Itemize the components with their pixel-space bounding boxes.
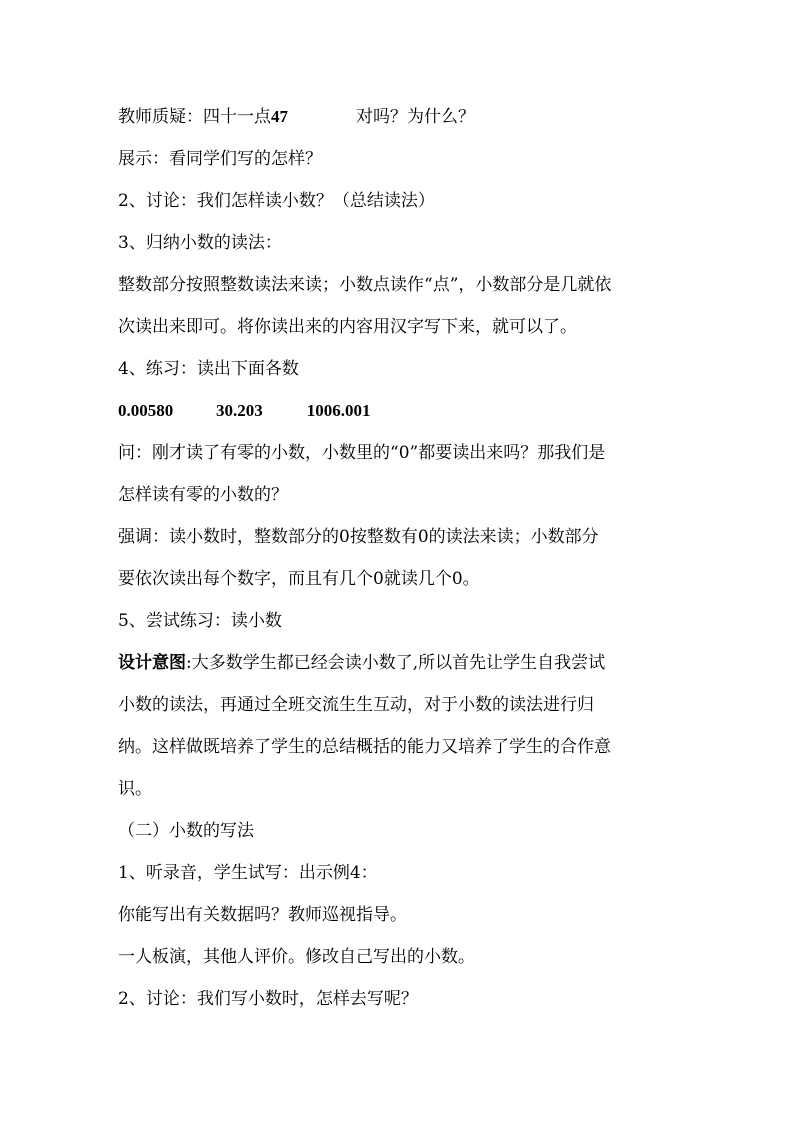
design-intent-text: :大多数学生都已经会读小数了,所以首先让学生自我尝试	[186, 653, 606, 673]
text-line-emphasis-2: 要依次读出每个数字，而且有几个0就读几个0。	[118, 569, 480, 589]
text-line-discussion-read: 2、讨论：我们怎样读小数？（总结读法）	[118, 191, 435, 211]
text-line-question-1: 问：刚才读了有零的小数，小数里的“0”都要读出来吗？那我们是	[118, 443, 606, 463]
text-line-teacher-question	[118, 96, 688, 138]
section-heading-writing: （二）小数的写法	[118, 821, 254, 841]
text-line-rule-1: 整数部分按照整数读法来读；小数点读作“点”，小数部分是几就依	[118, 275, 612, 295]
document-body	[118, 96, 688, 1020]
teacher-question-text: 教师质疑：四十一点	[118, 107, 271, 127]
practice-number-3: 1006.001	[306, 401, 371, 420]
practice-number-2: 30.203	[216, 401, 263, 420]
text-line-board-demo: 一人板演，其他人评价。修改自己写出的小数。	[118, 947, 475, 967]
text-line-summary-heading: 3、归纳小数的读法：	[118, 233, 282, 253]
text-line-rule-2: 次读出来即可。将你读出来的内容用汉字写下来，就可以了。	[118, 317, 577, 337]
text-line-design-intent-4: 识。	[118, 779, 152, 799]
text-line-design-intent-1	[118, 642, 688, 684]
text-line-write-data: 你能写出有关数据吗？教师巡视指导。	[118, 905, 407, 925]
text-line-discussion-write: 2、讨论：我们写小数时，怎样去写呢？	[118, 989, 418, 1009]
text-line-design-intent-2: 小数的读法，再通过全班交流生生互动，对于小数的读法进行归	[118, 695, 594, 715]
text-line-show: 展示：看同学们写的怎样？	[118, 149, 322, 169]
text-line-listen: 1、听录音，学生试写：出示例4：	[118, 863, 378, 883]
design-intent-label: 设计意图	[118, 653, 186, 673]
text-line-emphasis-1: 强调：读小数时，整数部分的0按整数有0的读法来读；小数部分	[118, 527, 599, 547]
text-line-design-intent-3: 纳。这样做既培养了学生的总结概括的能力又培养了学生的合作意	[118, 737, 611, 757]
text-line-practice-heading: 4、练习：读出下面各数	[118, 359, 299, 379]
teacher-question-prompt: 对吗？为什么？	[356, 107, 475, 127]
practice-number-1: 0.00580	[118, 401, 174, 420]
practice-numbers	[118, 390, 688, 432]
text-line-try-practice: 5、尝试练习：读小数	[118, 611, 282, 631]
teacher-question-number: 47	[271, 107, 288, 126]
text-line-question-2: 怎样读有零的小数的？	[118, 485, 288, 505]
